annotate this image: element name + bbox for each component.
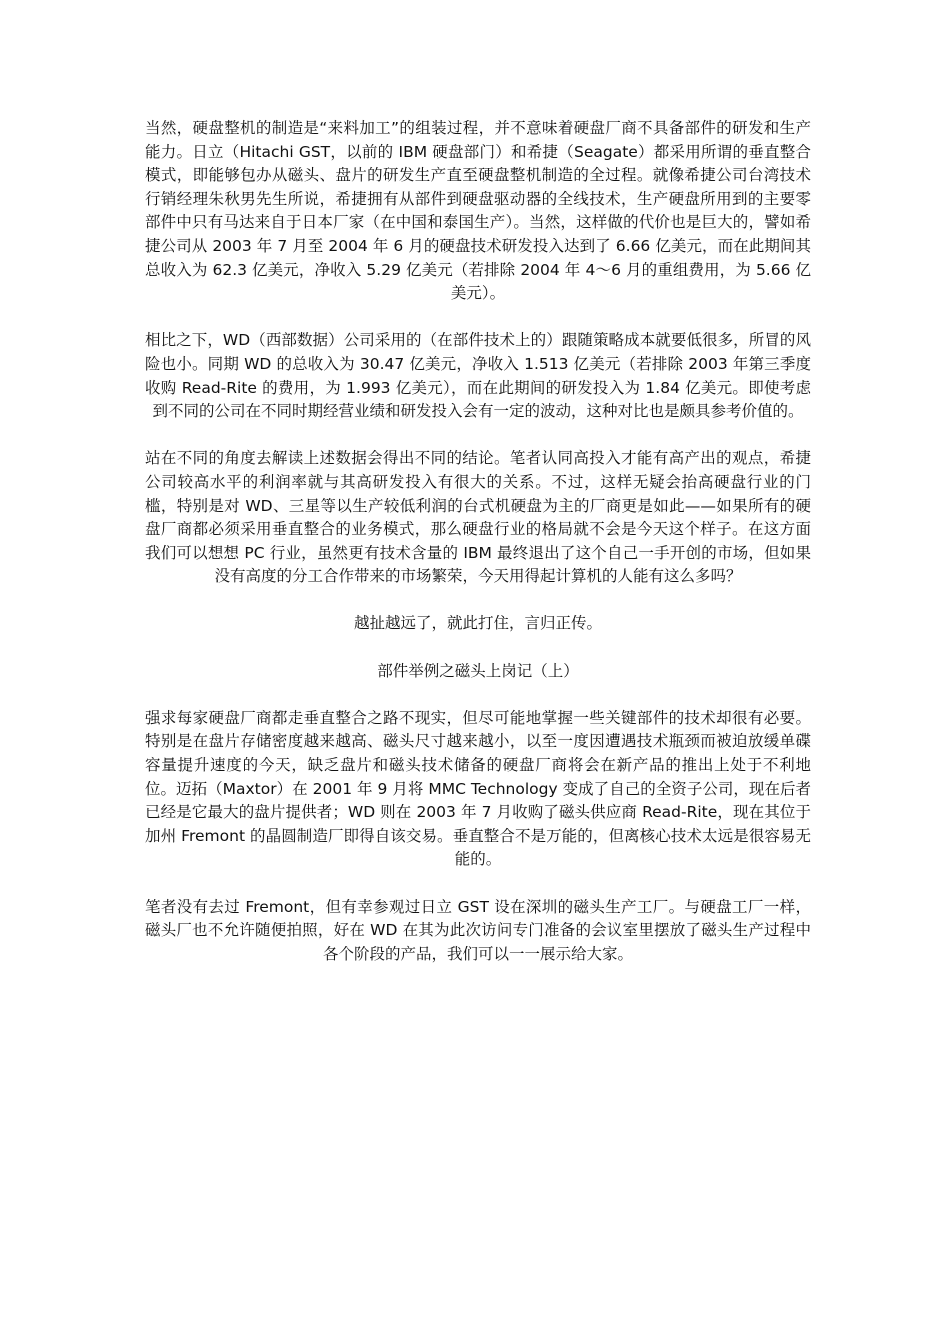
section-heading: 部件举例之磁头上岗记（上） <box>377 661 579 680</box>
paragraph-analysis: 站在不同的角度去解读上述数据会得出不同的结论。笔者认同高投入才能有高产出的观点，希捷公司较高水平的利润率就与其高研发投入有很大的关系。不过，这样无疑会抬高硬盘行业的门槛，特别是对 WD、三星等以生产较低利润的台式机硬盘为主的厂商更是如此——如果所有的硬盘厂商都必须采用垂直整合的业务模式，那么硬盘行业的格局就不会是今天这个样子。在这方面我们可以想想 PC 行业，虽然更有技术含量的 IBM 最终退出了这个自己一手开创的市场，但如果没有高度的分工合作带来的市场繁荣，今天用得起计算机的人能有这么多吗？ <box>145 449 811 586</box>
paragraph-back-to-topic: 越扯越远了，就此打住，言归正传。 <box>353 614 602 633</box>
paragraph-key-components: 强求每家硬盘厂商都走垂直整合之路不现实，但尽可能地掌握一些关键部件的技术却很有必要。特别是在盘片存储密度越来越高、磁头尺寸越来越小，以至一度因遭遇技术瓶颈而被迫放缓单碟容量提升速度的今天，缺乏盘片和磁头技术储备的硬盘厂商将会在新产品的推出上处于不利地位。迈拓（Maxtor）在 2001 年 9 月将 MMC Technology 变成了自己的全资子公司，现在后者已经是它最大的盘片提供者；WD 则在 2003 年 7 月收购了磁头供应商 Read-Rite，现在其位于加州 Fremont 的晶圆制造厂即得自该交易。垂直整合不是万能的，但离核心技术太远是很容易无能的。 <box>145 708 811 869</box>
paragraph-wd-follow-strategy: 相比之下，WD（西部数据）公司采用的（在部件技术上的）跟随策略成本就要低很多，所冒的风险也小。同期 WD 的总收入为 30.47 亿美元，净收入 1.513 亿美元（若排除 2003 年第三季度收购 Read-Rite 的费用，为 1.993 亿美元），而在此期间的研发投入为 1.84 亿美元。即使考虑到不同的公司在不同时期经营业绩和研发投入会有一定的波动，这种对比也是颇具参考价值的。 <box>145 331 811 421</box>
paragraph-hdd-vertical-integration: 当然，硬盘整机的制造是“来料加工”的组装过程，并不意味着硬盘厂商不具备部件的研发和生产能力。日立（Hitachi GST，以前的 IBM 硬盘部门）和希捷（Seagate）都采用所谓的垂直整合模式，即能够包办从磁头、盘片的研发生产直至硬盘整机制造的全过程。就像希捷公司台湾技术行销经理朱秋男先生所说，希捷拥有从部件到硬盘驱动器的全线技术，生产硬盘所用到的主要零部件中只有马达来自于日本厂家（在中国和泰国生产）。当然，这样做的代价也是巨大的，譬如希捷公司从 2003 年 7 月至 2004 年 6 月的硬盘技术研发投入达到了 6.66 亿美元，而在此期间其总收入为 62.3 亿美元，净收入 5.29 亿美元（若排除 2004 年 4～6 月的重组费用，为 5.66 亿美元）。 <box>145 119 811 303</box>
document-body <box>145 117 811 990</box>
paragraph-head-factory-visit: 笔者没有去过 Fremont，但有幸参观过日立 GST 设在深圳的磁头生产工厂。与硬盘工厂一样，磁头厂也不允许随便拍照，好在 WD 在其为此次访问专门准备的会议室里摆放了磁头生产过程中各个阶段的产品，我们可以一一展示给大家。 <box>145 897 811 963</box>
